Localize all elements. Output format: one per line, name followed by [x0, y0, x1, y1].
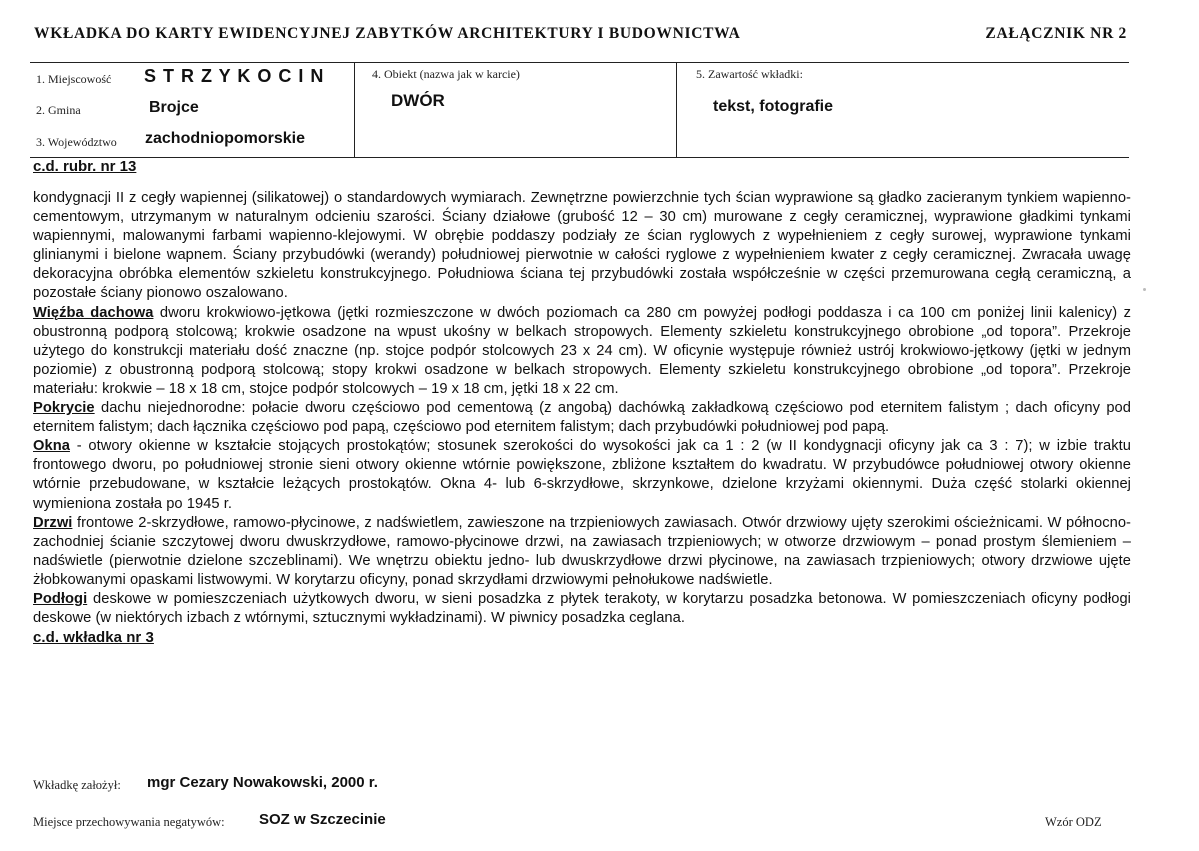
doors-text: frontowe 2-skrzydłowe, ramowo-płycinowe, z nadświetlem, zawieszone na trzpieniowych zawiasach. Otwór drzwiowy ujęty szerokimi ościeżnicami. W północno-zachodniej ścianie szczytowej dworu dwuskrzydłowe, ramowo-płycinowe drzwi, na zawiasach trzpieniowych; w otworze drzwiowym – ponad prostym ślemieniem – nadświetle (pierwotnie dzielone szczeblinami). We wnętrzu obiektu jedno- lub dwuskrzydłowe drzwi płycinowe, na zawiasach trzpieniowych; otwory drzwiowe ujęte żłobkowanymi opaskami listwowymi. W korytarzu oficyny, ponad skrzydłami drzwiowymi pełnołukowe nadświetle. — [33, 514, 1131, 588]
annex-number: ZAŁĄCZNIK NR 2 — [985, 25, 1127, 42]
commune-label: 2. Gmina — [36, 103, 81, 117]
floors-heading: Podłogi — [33, 590, 88, 607]
roof-truss-paragraph — [33, 304, 1131, 399]
province-value: zachodniopomorskie — [145, 130, 306, 147]
template-label: Wzór ODZ — [1045, 815, 1102, 829]
metadata-box — [30, 62, 1129, 158]
roofing-text: dachu niejednorodne: połacie dworu częściowo pod cementową (z angobą) dachówką zakładkową częściowo pod eternitem falistym ; dach oficyny pod eternitem falistym; dach łącznika częściowo pod papą, częściowo pod eternitem falistym; dach przybudówki południowej pod papą. — [33, 400, 1131, 436]
object-label: 4. Obiekt (nazwa jak w karcie) — [372, 67, 520, 81]
roof-truss-heading: Więźba dachowa — [33, 304, 154, 321]
continued-insert: c.d. wkładka nr 3 — [33, 629, 154, 647]
content-value: tekst, fotografie — [713, 98, 834, 115]
locality-value: S T R Z Y K O C I N — [144, 66, 325, 86]
doors-heading: Drzwi — [33, 514, 73, 531]
continuation-heading: c.d. rubr. nr 13 — [33, 158, 137, 175]
roofing-paragraph — [33, 399, 1131, 437]
content-label: 5. Zawartość wkładki: — [696, 67, 803, 81]
document-title: WKŁADKA DO KARTY EWIDENCYJNEJ ZABYTKÓW ARCHITEKTURY I BUDOWNICTWA — [34, 25, 741, 42]
roof-truss-text: dworu krokwiowo-jętkowa (jętki rozmieszczone w dwóch poziomach ca 280 cm powyżej podłogi poddasza i ca 100 cm poniżej linii kalenicy) z obustronną podporą stolcową; krokwie osadzone na wpust ukośny w belkach stropowych. Elementy szkieletu konstrukcyjnego obrobione „od topora”. Przekroje użytego do konstrukcji materiału dość znaczne (np. stojce podpór stolcowych 23 x 24 cm). W oficynie występuje również ustrój krokwiowo-jętkowy (jętki w jednym poziomie) z obustronną podporą stolcową; stopy krokwi osadzone w belkach stropowych. Elementy szkieletu konstrukcyjnego obrobione „od topora”. Przekroje materiału: krokwie – 18 x 18 cm, stojce podpór stolcowych – 19 x 18 cm, jętki 18 x 22 cm. — [33, 304, 1131, 397]
column-divider — [676, 63, 677, 157]
storage-label: Miejsce przechowywania negatywów: — [33, 815, 225, 829]
windows-text: - otwory okienne w kształcie stojących prostokątów; stosunek szerokości do wysokości jak ca 1 : 2 (w II kondygnacji oficyny jak ca 3 : 7); w izbie traktu frontowego dworu, po południowej stronie sieni otwory okienne wtórnie powiększone, zbliżone kształtem do kwadratu. W przybudówce południowej otwory okienne wtórnie przebudowane, w kształcie leżących prostokątów. Okna 4- lub 6-skrzydłowe, skrzynkowe, dzielone krzyżami okiennymi. Duża część stolarki okiennej wymieniona została po 1945 r. — [33, 438, 1131, 512]
object-value: DWÓR — [391, 91, 445, 110]
scan-speck — [1143, 288, 1146, 291]
floors-paragraph — [33, 590, 1131, 628]
storage-value: SOZ w Szczecinie — [259, 811, 386, 828]
floors-text: deskowe w pomieszczeniach użytkowych dworu, w sieni posadzka z płytek terakoty, w korytarzu posadzka betonowa. W pomieszczeniach oficyny podłogi deskowe (w niektórych izbach z wtórnymi, sztucznymi wykładzinami). W piwnicy posadzka ceglana. — [33, 590, 1131, 627]
locality-label: 1. Miejscowość — [36, 72, 112, 86]
column-divider — [354, 63, 355, 157]
author-label: Wkładkę założył: — [33, 778, 121, 792]
commune-value: Brojce — [149, 99, 199, 116]
windows-paragraph — [33, 437, 1131, 513]
roofing-heading: Pokrycie — [33, 400, 95, 417]
walls-paragraph: kondygnacji II z cegły wapiennej (silikatowej) o standardowych wymiarach. Zewnętrzne powierzchnie tych ścian wyprawione są gładko zacieranym tynkiem wapienno-cementowym, utrzymanym w naturalnym odcieniu szarości. Ściany działowe (grubość 12 – 30 cm) murowane z cegły ceramicznej, wyprawione gładkimi tynkami wapiennymi, malowanymi farbami wapienno-klejowymi. W obrębie poddaszy podziały ze ścian ryglowych z wypełnieniem z cegły surowej, wyprawione tynkami glinianymi i bielone wapnem. Ściany przybudówki (werandy) południowej pierwotnie w całości ryglowe z wypełnieniem kwater z cegły ceramicznej. Zwracała uwagę dekoracyjna obróbka elementów szkieletu konstrukcyjnego. Południowa ściana tej przybudówki została współcześnie w części przemurowana cegłą ceramiczną, a pozostałe ściany pionowo oszalowano. — [33, 190, 1131, 302]
author-value: mgr Cezary Nowakowski, 2000 r. — [147, 774, 378, 791]
province-label: 3. Województwo — [36, 135, 117, 149]
document-body — [33, 189, 1131, 648]
windows-heading: Okna — [33, 438, 70, 455]
doors-paragraph — [33, 514, 1131, 590]
continued-insert-line — [33, 628, 1131, 648]
